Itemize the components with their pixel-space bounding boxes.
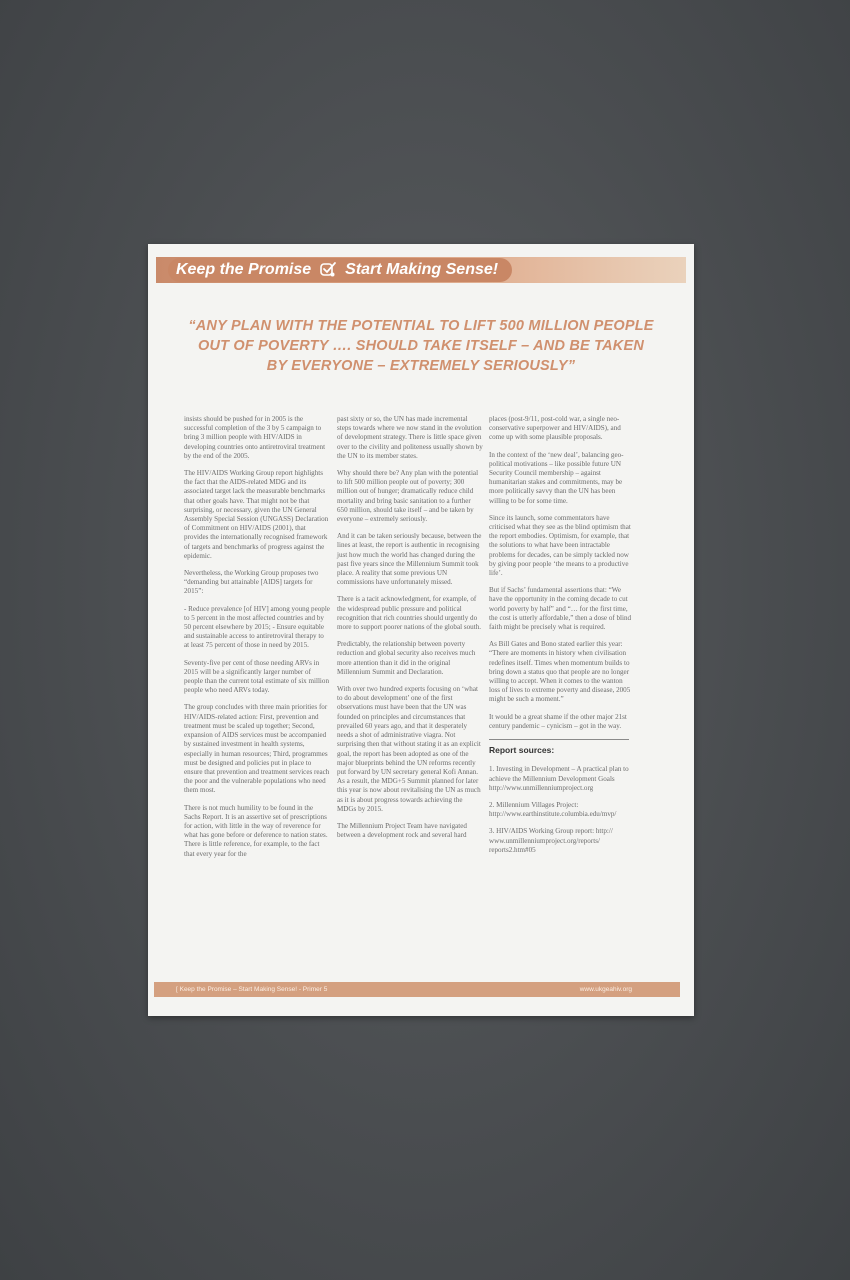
report-sources-heading: Report sources: <box>489 745 555 756</box>
paragraph: Predictably, the relationship between poverty reduction and global security also receives much more attention than it did in the original Millennium Summit and Declaration. <box>337 640 476 676</box>
paragraph: - Reduce prevalence [of HIV] among young people to 5 percent in the most affected countries and by 50 percent elsewhere by 2015; - Ensure equitable and sustainable access to antiretroviral therapy to at least 75 percent of those in need by 2015. <box>184 604 330 650</box>
paragraph: The group concludes with three main priorities for HIV/AIDS-related action: First, prevention and treatment must be scaled up together; Second, expansion of AIDS services must be accompanied by sustained investment in health systems, especially in human resources; Third, programmes must be designed and policies put in place to ensure that prevention and treatment services reach the poor and the vulnerable populations who need them most. <box>184 703 330 795</box>
paragraph: The HIV/AIDS Working Group report highlights the fact that the AIDS-related MDG and its associated target lack the measurable benchmarks that other goals have. That might not be that surprising, or necessary, given the UN General Assembly Special Session (UNGASS) Declaration of Commitment on HIV/AIDS (2001), that provides the internationally recognised framework of targets and benchmarks of progress against the epidemic. <box>184 469 329 560</box>
paragraph: With over two hundred experts focusing on ‘what to do about development’ one of the first observations must have been that the UN was founded on principles and circumstances that prevailed 60 years ago, and that it desperately needs a shot of administrative viagra. Not surprising then that without stating it as an explicit goal, the report has been adopted as one of the major blueprints behind the UN reforms recently put forward by UN secretary general Kofi Annan. As a result, the MDG+5 Summit planned for later this year is now about revitalising the UN as much as it is about progress towards achieving the MDGs by 2015. <box>337 685 481 813</box>
paragraph: The Millennium Project Team have navigated between a development rock and several hard <box>337 821 467 840</box>
header-banner <box>156 257 686 283</box>
text-column-3 <box>489 415 635 863</box>
banner-title-right: Start Making Sense! <box>345 261 499 278</box>
paragraph: Why should there be? Any plan with the potential to lift 500 million people out of poverty; 300 million out of hunger; dramatically reduce child mortality and bring basic sanitation to a further 650 million, should take itself – and be taken by everyone – extremely seriously. <box>337 469 479 524</box>
checkmark-logo-icon <box>319 261 337 279</box>
source-item: 3. HIV/AIDS Working Group report: http:// www.unmillenniumproject.org/reports/ reports2.htm#05 <box>489 827 613 854</box>
footer-url: www.ukgeahiv.org <box>579 986 632 993</box>
banner-pill <box>168 258 512 282</box>
paragraph: places (post-9/11, post-cold war, a single neo-conservative superpower and HIV/AIDS), and come up with some plausible proposals. <box>489 415 621 442</box>
paragraph: But if Sachs’ fundamental assertions that: “We have the opportunity in the coming decade to cut world poverty by half” and “… for the first time, the cost is utterly affordable,” then a dose of blind faith might be precisely what is required. <box>489 586 632 632</box>
footer-bar <box>154 982 680 997</box>
banner-title-left: Keep the Promise <box>176 261 312 278</box>
text-column-2 <box>337 415 483 848</box>
paragraph: There is not much humility to be found in the Sachs Report. It is an assertive set of prescriptions for action, with little in the way of reverence for what has gone before or deference to nation states. There is little reference, for example, to the fact that every year for the <box>184 803 328 858</box>
document-page <box>148 244 694 1016</box>
source-item: 1. Investing in Development – A practical plan to achieve the Millennium Development Goals http://www.unmillenniumproject.org <box>489 765 629 792</box>
paragraph: And it can be taken seriously because, between the lines at least, the report is authentic in recognising just how much the world has changed during the past five years since the Millennium Summit took place. A reality that some previous UN commissions have unfortunately missed. <box>337 532 482 587</box>
section-divider <box>489 739 629 740</box>
pull-quote-headline: “ANY PLAN WITH THE POTENTIAL TO LIFT 500 MILLION PEOPLE OUT OF POVERTY …. SHOULD TAKE ITSELF – AND BE TAKEN BY EVERYONE – EXTREMELY SERIOUSLY” <box>188 318 654 374</box>
paragraph: Nevertheless, the Working Group proposes two “demanding but attainable [AIDS] targets for 2015”: <box>184 569 319 596</box>
paragraph: There is a tacit acknowledgment, for example, of the widespread public pressure and political recognition that rich countries should urgently do more to support poorer nations of the global south. <box>337 595 482 632</box>
paragraph: Seventy-five per cent of those needing ARVs in 2015 will be a significantly larger number of people than the current total estimate of six million people who need ARVs today. <box>184 658 329 695</box>
paragraph: As Bill Gates and Bono stated earlier this year: “There are moments in history when civilisation redefines itself. Times when momentum builds to bring down a status quo that people are no longer willing to accept. When it comes to the wanton loss of lives to extreme poverty and disease, 2005 might be such a moment.” <box>489 640 631 704</box>
paragraph: It would be a great shame if the other major 21st century pandemic – cynicism – got in the way. <box>489 712 627 730</box>
paragraph: In the context of the ‘new deal’, balancing geo-political motivations – like possible future UN Security Council membership – against humanitarian stakes and commitments, may be more politically savvy than the UN has been willing to be for some time. <box>489 450 624 505</box>
paragraph: insists should be pushed for in 2005 is the successful completion of the 3 by 5 campaign to bring 3 million people with HIV/AIDS in developing countries onto antiretroviral treatment by the end of the 2005. <box>184 415 326 460</box>
paragraph: past sixty or so, the UN has made incremental steps towards where we now stand in the evolution of development strategy. There is little space given over to the civility and politeness usually shown by the UN to its member states. <box>337 415 483 460</box>
text-column-1 <box>184 415 330 867</box>
paragraph: Since its launch, some commentators have criticised what they see as the blind optimism that the report embodies. Optimism, for example, that the solutions to what have been intractable problems for decades, can be simply tackled now by giving poor people ‘the means to a productive life’. <box>489 513 631 578</box>
source-item: 2. Millennium Villages Project: http://www.earthinstitute.columbia.edu/mvp/ <box>489 800 617 819</box>
footer-title: [ Keep the Promise – Start Making Sense! - Primer 5 <box>176 986 328 993</box>
